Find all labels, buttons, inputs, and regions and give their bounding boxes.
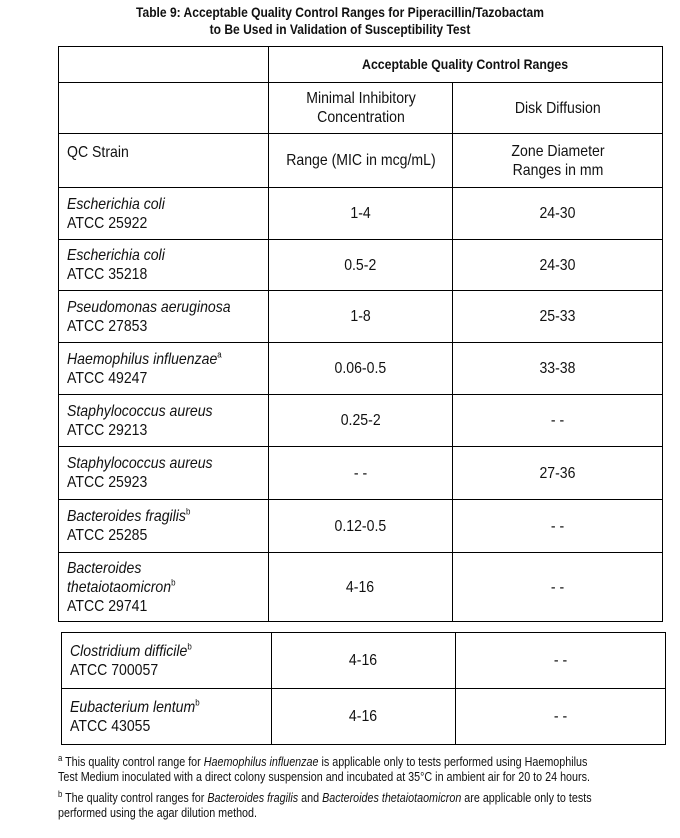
table-row (62, 689, 666, 745)
footnote-marker: b (185, 506, 191, 517)
footnote-a-organism: Haemophilus influenzae (203, 755, 319, 769)
atcc-number: ATCC 25285 (67, 527, 148, 544)
footnote-b-organism-2: Bacteroides thetaiotaomicron (322, 791, 462, 805)
footnote-marker: a (217, 349, 222, 360)
table-row (59, 343, 663, 395)
zone-range: 24-30 (539, 205, 576, 222)
qc-ranges-table (58, 46, 663, 622)
atcc-number: ATCC 49247 (67, 369, 148, 387)
disk-column-header: Disk Diffusion (453, 83, 663, 134)
mic-range: 0.25-2 (340, 412, 381, 429)
organism-name: Staphylococcus aureus (67, 455, 213, 472)
atcc-number: ATCC 27853 (67, 317, 148, 335)
mic-range: 1-4 (350, 205, 371, 222)
zone-subheader: Zone Diameter Ranges in mm (453, 134, 663, 188)
organism-name: Staphylococcus aureus (67, 402, 213, 420)
footnote-marker: b (187, 641, 192, 652)
footnote-marker: b (195, 697, 200, 708)
footnote-a-marker: a (58, 752, 63, 763)
organism-name: Escherichia coli (67, 195, 165, 213)
organism-name: Clostridium difficile (70, 642, 188, 660)
zone-range: - - (553, 708, 568, 725)
organism-name: Escherichia coli (67, 247, 165, 264)
zone-range: 27-36 (539, 464, 576, 482)
empty-header-cell (59, 83, 269, 134)
organism-name: Haemophilus influenzae (67, 350, 218, 368)
footnote-marker: b (171, 577, 176, 588)
table-row (59, 240, 663, 291)
mic-range: 4-16 (346, 578, 375, 596)
zone-range: - - (550, 578, 565, 596)
table-row (59, 447, 663, 500)
mic-range: 4-16 (349, 652, 378, 669)
atcc-number: ATCC 25922 (67, 214, 148, 232)
atcc-number: ATCC 700057 (70, 661, 159, 679)
mic-range: 1-8 (350, 308, 371, 325)
table-row (59, 553, 663, 622)
group-header: Acceptable Quality Control Ranges (269, 47, 663, 83)
organism-name: Bacteroides fragilis (67, 508, 186, 525)
footnote-b-organism-1: Bacteroides fragilis (207, 791, 299, 805)
table-row (59, 395, 663, 447)
zone-range: 33-38 (539, 360, 576, 377)
zone-range: 24-30 (539, 256, 576, 274)
zone-range: 25-33 (539, 308, 576, 325)
table-row (62, 633, 666, 689)
table-title (48, 4, 633, 38)
title-line-2: to Be Used in Validation of Susceptibility Test (209, 21, 471, 37)
atcc-number: ATCC 43055 (70, 717, 151, 735)
title-line-1: Table 9: Acceptable Quality Control Ranges for Piperacillin/Tazobactam (136, 4, 544, 20)
zone-range: - - (553, 652, 568, 669)
table-row (59, 291, 663, 343)
organism-name: thetaiotaomicron (67, 578, 172, 596)
footnote-b-marker: b (58, 788, 63, 799)
organism-name: Pseudomonas aeruginosa (67, 298, 231, 316)
zone-range: - - (550, 412, 565, 429)
atcc-number: ATCC 35218 (67, 266, 148, 283)
footnote-a: $^a$ This quality control range for Haemophilus influenzae is applicable only to tests performed using Haemophilus Test Medium inoculated with a direct colony suspension and incubated at 35°C in ambient air for 20 to 24 hours. (58, 752, 590, 784)
qc-ranges-table-continued (61, 632, 666, 745)
footnote-b: $^b$ The quality control ranges for Bacteroides fragilis and Bacteroides thetaiotaomicron are applicable only to tests performed using the agar dilution method. (58, 788, 592, 820)
atcc-number: ATCC 25923 (67, 474, 148, 491)
organism-name: Eubacterium lentum (70, 698, 196, 716)
mic-range: 0.12-0.5 (334, 517, 387, 535)
mic-range: - - (353, 464, 368, 482)
empty-corner-cell (59, 47, 269, 83)
table-row (59, 188, 663, 240)
zone-range: - - (550, 517, 565, 535)
organism-name-line1: Bacteroides (67, 559, 142, 577)
qc-strain-header: QC Strain (59, 134, 269, 188)
mic-range: 0.5-2 (344, 256, 377, 274)
mic-subheader: Range (MIC in mcg/mL) (269, 134, 453, 188)
mic-range: 4-16 (349, 708, 378, 725)
mic-column-header: Minimal Inhibitory Concentration (269, 83, 453, 134)
atcc-number: ATCC 29741 (67, 597, 148, 615)
mic-range: 0.06-0.5 (334, 360, 387, 377)
atcc-number: ATCC 29213 (67, 421, 148, 439)
table-row (59, 500, 663, 553)
